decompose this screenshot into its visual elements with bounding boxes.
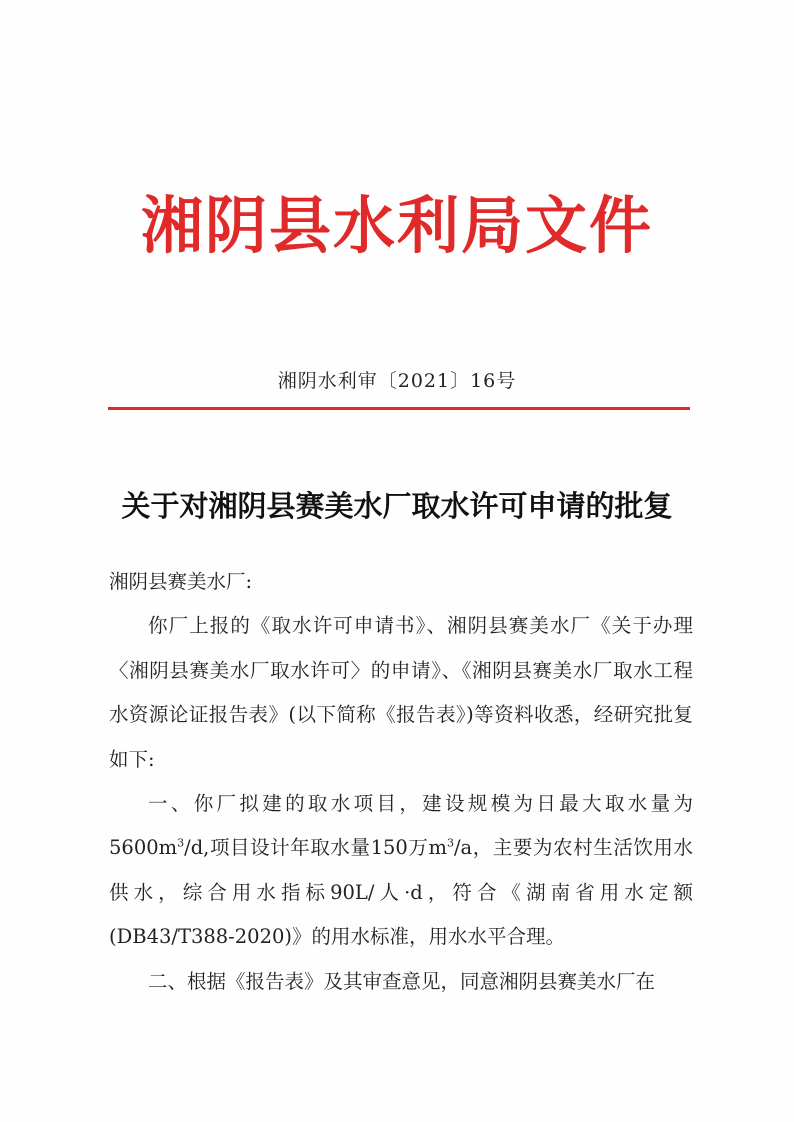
paragraph-2-text-b: /d,项目设计年取水量150万m [184,836,447,860]
body-paragraph-2 [109,782,693,960]
body-paragraph-1: 你厂上报的《取水许可申请书》、湘阴县赛美水厂《关于办理〈湘阴县赛美水厂取水许可〉的申请》、《湘阴县赛美水厂取水工程水资源论证报告表》(以下简称《报告表》)等资料收悉，经研究批复如下: [109,614,693,771]
paragraph-2-text-c: /a，主要为农村生活饮用水供水，综合用水指标90L/人·d，符合《湖南省用水定额(DB43/T388-2020)》的用水标准，用水水平合理。 [109,836,694,949]
document-title: 关于对湘阴县赛美水厂取水许可申请的批复 [121,489,673,523]
red-divider-line [108,407,690,410]
cubic-superscript: 3 [177,836,185,850]
salutation: 湘阴县赛美水厂: [109,570,253,593]
document-number: 湘阴水利审〔2021〕16号 [277,370,517,392]
paragraph-2-text-a: 一、你厂拟建的取水项目，建设规模为日最大取水量为5600m [109,792,693,860]
body-paragraph-3: 二、根据《报告表》及其审查意见，同意湘阴县赛美水厂在 [148,969,656,993]
issuing-authority-header: 湘阴县水利局文件 [140,189,653,262]
document-body [109,560,693,1004]
cubic-superscript: 3 [446,836,454,850]
